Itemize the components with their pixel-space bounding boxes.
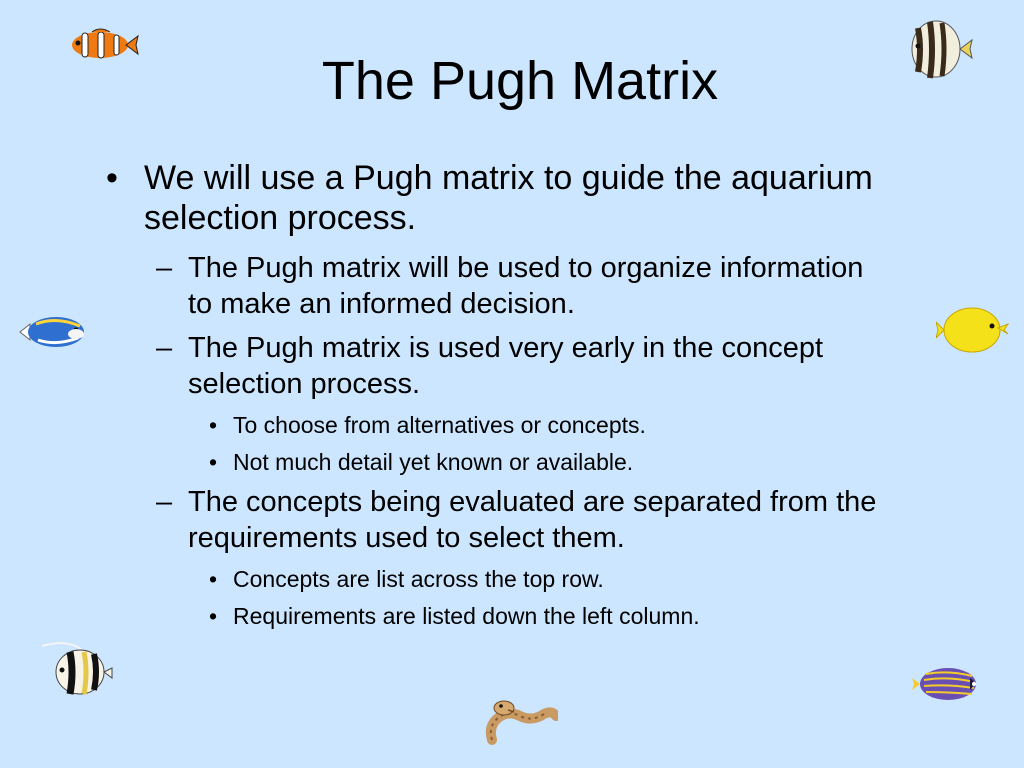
bullet-item: [104, 158, 894, 238]
bullet-text: Not much detail yet known or available.: [233, 449, 634, 475]
angelfish-icon: [912, 664, 986, 704]
bullet-text: To choose from alternatives or concepts.: [233, 412, 646, 438]
sub-sub-bullet-item: [104, 601, 894, 631]
sub-sub-bullet-item: [104, 410, 894, 440]
sub-sub-bullet-item: [104, 447, 894, 477]
bullet-text: We will use a Pugh matrix to guide the aquarium selection process.: [144, 159, 873, 237]
bullet-text: The Pugh matrix will be used to organize information to make an informed decision.: [188, 252, 864, 320]
bullet-marker: •: [209, 603, 218, 629]
bullet-marker: –: [156, 486, 173, 518]
yellow-tang-icon: [936, 304, 1010, 356]
bullet-marker: •: [209, 412, 218, 438]
bullet-text: The concepts being evaluated are separated from the requirements used to select them.: [188, 486, 877, 554]
bullet-marker: •: [209, 449, 218, 475]
bullet-text: The Pugh matrix is used very early in the concept selection process.: [188, 332, 824, 400]
bullet-text: Concepts are list across the top row.: [233, 566, 604, 592]
sub-bullet-item: [104, 330, 894, 402]
blue-tang-icon: [16, 312, 88, 352]
sub-sub-bullet-item: [104, 564, 894, 594]
bullet-marker: •: [209, 566, 218, 592]
sub-bullet-item: [104, 250, 894, 322]
slide-title: The Pugh Matrix: [321, 51, 719, 111]
bullet-marker: –: [156, 252, 173, 284]
bullet-marker: •: [106, 159, 118, 197]
bullet-list: [104, 158, 894, 638]
moray-eel-icon: [484, 696, 558, 746]
bullet-text: Requirements are listed down the left column.: [233, 603, 700, 629]
bullet-marker: –: [156, 332, 173, 364]
clownfish-icon: [66, 26, 140, 64]
moorish-idol-icon: [40, 638, 114, 700]
butterflyfish-icon: [904, 16, 974, 82]
sub-bullet-item: [104, 484, 894, 556]
